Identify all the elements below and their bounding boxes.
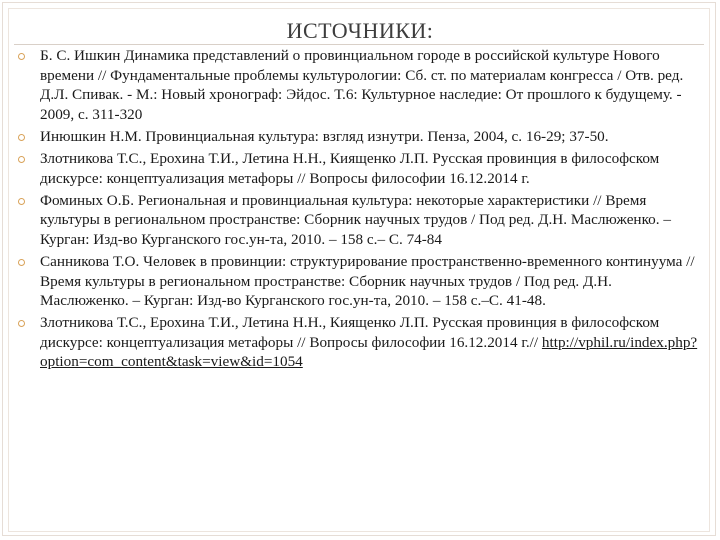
bullet-ring-icon: [18, 134, 25, 141]
reference-text: Б. С. Ишкин Динамика представлений о провинциальном городе в российской культуре Нового времени // Фундаментальные проблемы культурологии: Сб. ст. по материалам конгресса / Отв. ред. Д.Л. Спивак. - М.: Новый хронограф: Эйдос. Т.6: Культурное наследие: От прошлого к будущему. - 2009, с. 311-320: [40, 47, 684, 123]
reference-item: [14, 252, 704, 311]
reference-item: [14, 313, 704, 372]
slide-title: ИСТОЧНИКИ:: [286, 18, 434, 43]
reference-item: [14, 127, 704, 147]
reference-text: Санникова Т.О. Человек в провинции: структурирование пространственно-временного континуума // Время культуры в региональном пространстве: Сборник научных трудов / Под ред. Д.Н. Маслюженко. – Курган: Изд-во Курганского гос.ун-та, 2010. – 158 с.–С. 41-48.: [40, 252, 695, 310]
bullet-ring-icon: [18, 259, 25, 266]
reference-text: Злотникова Т.С., Ерохина Т.И., Летина Н.Н., Киященко Л.П. Русская провинция в философском дискурсе: концептуализация метафоры // Вопросы философии 16.12.2014 г.: [40, 149, 660, 187]
title-divider: [14, 44, 704, 45]
reference-text: Злотникова Т.С., Ерохина Т.И., Летина Н.Н., Киященко Л.П. Русская провинция в философском дискурсе: концептуализация метафоры // Вопросы философии 16.12.2014 г.//: [40, 314, 660, 351]
bullet-ring-icon: [18, 156, 25, 163]
bullet-ring-icon: [18, 198, 25, 205]
reference-item: [14, 191, 704, 250]
reference-list: [14, 46, 704, 375]
bullet-ring-icon: [18, 320, 25, 327]
reference-text: Фоминых О.Б. Региональная и провинциальная культура: некоторые характеристики // Время культуры в региональном пространстве: Сборник научных трудов / Под ред. Д.Н. Маслюженко. – Курган: Изд-во Курганского гос.ун-та, 2010. – 158 с.– С. 74-84: [40, 191, 671, 248]
reference-item: [14, 46, 704, 124]
reference-item: [14, 149, 704, 188]
reference-text: Инюшкин Н.М. Провинциальная культура: взгляд изнутри. Пенза, 2004, с. 16-29; 37-50.: [40, 127, 609, 145]
bullet-ring-icon: [18, 53, 25, 60]
reference-link[interactable]: http://vphil.ru/index.php?option=com_content&task=view&id=1054: [40, 333, 698, 371]
